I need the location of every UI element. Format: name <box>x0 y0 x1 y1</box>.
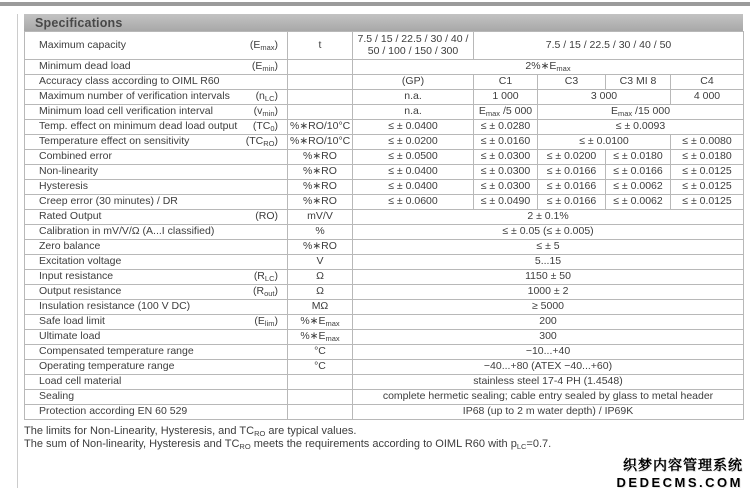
unit-cell: $\%∗E_{max}$ <box>288 330 353 345</box>
parameter-label: Maximum number of verification intervals <box>39 90 230 103</box>
value-cell: ≤ ± 0.0600 <box>353 195 474 210</box>
unit-cell <box>288 390 353 405</box>
table-row <box>25 255 744 270</box>
parameter-cell <box>25 180 288 195</box>
unit-cell <box>288 75 353 90</box>
value-cell: ≤ ± 0.0166 <box>606 165 671 180</box>
top-rule <box>0 2 750 6</box>
value-cell: ≤ ± 0.0200 <box>353 135 474 150</box>
parameter-cell <box>25 240 288 255</box>
unit-cell: Ω <box>288 270 353 285</box>
value-cell: ≤ ± 5 <box>353 240 744 255</box>
parameter-symbol: $(v_{min})$ <box>253 105 278 119</box>
unit-cell: %∗RO <box>288 180 353 195</box>
value-cell: $E_{max}$ /5 000 <box>474 105 538 120</box>
value-cell: ≤ ± 0.0160 <box>474 135 538 150</box>
parameter-cell <box>25 165 288 180</box>
value-cell: 1 000 <box>474 90 538 105</box>
value-cell: 1150 ± 50 <box>353 270 744 285</box>
parameter-cell <box>25 150 288 165</box>
unit-cell <box>288 90 353 105</box>
value-cell: ≤ ± 0.0400 <box>353 120 474 135</box>
value-cell: ≤ ± 0.0093 <box>538 120 744 135</box>
unit-cell <box>288 405 353 420</box>
value-cell: 5...15 <box>353 255 744 270</box>
table-row <box>25 225 744 240</box>
value-cell: ≤ ± 0.0100 <box>538 135 671 150</box>
value-cell: (GP) <box>353 75 474 90</box>
unit-cell <box>288 105 353 120</box>
parameter-cell <box>25 405 288 420</box>
table-row <box>25 360 744 375</box>
table-row <box>25 285 744 300</box>
specifications-table <box>24 31 744 420</box>
unit-cell: %∗RO <box>288 150 353 165</box>
parameter-label: Creep error (30 minutes) / DR <box>39 195 178 208</box>
value-cell: ≤ ± 0.0062 <box>606 180 671 195</box>
parameter-label: Operating temperature range <box>39 360 175 373</box>
table-row <box>25 390 744 405</box>
specifications-section <box>24 14 743 451</box>
unit-cell <box>288 60 353 75</box>
value-cell: ≤ ± 0.0300 <box>474 180 538 195</box>
unit-cell: mV/V <box>288 210 353 225</box>
value-cell: ≤ ± 0.0080 <box>671 135 744 150</box>
table-row <box>25 405 744 420</box>
parameter-symbol: $(n_{LC})$ <box>255 90 278 104</box>
value-cell: ≤ ± 0.0490 <box>474 195 538 210</box>
parameter-cell <box>25 270 288 285</box>
parameter-label: Minimum dead load <box>39 60 131 73</box>
value-cell: ≤ ± 0.0180 <box>606 150 671 165</box>
parameter-cell <box>25 360 288 375</box>
value-cell: n.a. <box>353 105 474 120</box>
parameter-symbol: $(E_{lim})$ <box>254 315 278 329</box>
table-row <box>25 75 744 90</box>
unit-cell: °C <box>288 360 353 375</box>
value-cell: $E_{max}$ /15 000 <box>538 105 744 120</box>
table-row <box>25 165 744 180</box>
spec-table-body <box>25 32 744 420</box>
parameter-label: Maximum capacity <box>39 38 126 51</box>
unit-cell: MΩ <box>288 300 353 315</box>
parameter-cell <box>25 225 288 240</box>
section-title: Specifications <box>35 15 123 30</box>
unit-cell: %∗RO/10°C <box>288 135 353 150</box>
parameter-label: Safe load limit <box>39 315 105 328</box>
parameter-cell <box>25 330 288 345</box>
value-cell: ≤ ± 0.05 (≤ ± 0.005) <box>353 225 744 240</box>
table-row <box>25 60 744 75</box>
table-row <box>25 32 744 60</box>
value-cell: C3 <box>538 75 606 90</box>
parameter-label: Load cell material <box>39 375 122 388</box>
value-cell: 1000 ± 2 <box>353 285 744 300</box>
unit-cell: °C <box>288 345 353 360</box>
unit-cell <box>288 375 353 390</box>
watermark-site-text: DEDECMS.COM <box>616 474 743 490</box>
page-edge-line <box>17 14 18 488</box>
watermark <box>617 457 743 491</box>
section-header <box>24 14 743 31</box>
parameter-label: Accuracy class according to OIML R60 <box>39 75 220 88</box>
unit-cell: %∗RO <box>288 165 353 180</box>
parameter-label: Ultimate load <box>39 330 101 343</box>
table-row <box>25 150 744 165</box>
unit-cell: V <box>288 255 353 270</box>
parameter-cell <box>25 390 288 405</box>
value-cell: ≤ ± 0.0280 <box>474 120 538 135</box>
value-cell: 7.5 / 15 / 22.5 / 30 / 40 / 50 / 100 / 150 / 300 <box>353 32 474 60</box>
parameter-label: Rated Output <box>39 210 102 223</box>
table-row <box>25 345 744 360</box>
parameter-label: Sealing <box>39 390 75 403</box>
value-cell: 7.5 / 15 / 22.5 / 30 / 40 / 50 <box>474 32 744 60</box>
parameter-cell <box>25 315 288 330</box>
value-cell: n.a. <box>353 90 474 105</box>
value-cell: 3 000 <box>538 90 671 105</box>
parameter-cell <box>25 255 288 270</box>
parameter-symbol: (RO) <box>255 210 278 223</box>
footnotes <box>24 425 743 451</box>
parameter-cell <box>25 195 288 210</box>
table-row <box>25 195 744 210</box>
table-row <box>25 90 744 105</box>
unit-cell: %∗RO <box>288 195 353 210</box>
value-cell: ≤ ± 0.0300 <box>474 150 538 165</box>
watermark-chinese-text: 织梦内容管理系统 <box>623 457 743 474</box>
parameter-cell <box>25 105 288 120</box>
value-cell: C1 <box>474 75 538 90</box>
parameter-symbol: $(TC_0)$ <box>252 120 278 134</box>
table-row <box>25 330 744 345</box>
table-row <box>25 180 744 195</box>
parameter-label: Non-linearity <box>39 165 98 178</box>
parameter-cell <box>25 120 288 135</box>
parameter-label: Input resistance <box>39 270 114 283</box>
value-cell: ≤ ± 0.0400 <box>353 180 474 195</box>
value-cell: ≤ ± 0.0200 <box>538 150 606 165</box>
table-row <box>25 135 744 150</box>
value-cell: $2\%∗E_{max}$ <box>353 60 744 75</box>
parameter-label: Temperature effect on sensitivity <box>39 135 190 148</box>
value-cell: 4 000 <box>671 90 744 105</box>
table-row <box>25 120 744 135</box>
value-cell: ≤ ± 0.0400 <box>353 165 474 180</box>
table-row <box>25 300 744 315</box>
value-cell: ≤ ± 0.0166 <box>538 180 606 195</box>
value-cell: C4 <box>671 75 744 90</box>
footnote-line-1: The limits for Non-Linearity, Hysteresis, and $TC_{RO}$ are typical values. <box>24 425 357 438</box>
value-cell: ≤ ± 0.0300 <box>474 165 538 180</box>
parameter-cell <box>25 135 288 150</box>
parameter-label: Hysteresis <box>39 180 89 193</box>
value-cell: ≤ ± 0.0166 <box>538 195 606 210</box>
value-cell: 2 ± 0.1% <box>353 210 744 225</box>
table-row <box>25 210 744 225</box>
unit-cell: %∗RO/10°C <box>288 120 353 135</box>
parameter-label: Calibration in mV/V/Ω (A...I classified) <box>39 225 215 238</box>
parameter-label: Combined error <box>39 150 112 163</box>
table-row <box>25 270 744 285</box>
parameter-cell <box>25 300 288 315</box>
footnote-line-2: The sum of Non-linearity, Hysteresis and $TC_{RO}$ meets the requirements according to OIML R60 with $p_{LC}=0.7$. <box>24 437 552 451</box>
table-row <box>25 105 744 120</box>
value-cell: C3 MI 8 <box>606 75 671 90</box>
value-cell: ≤ ± 0.0062 <box>606 195 671 210</box>
value-cell: ≤ ± 0.0180 <box>671 150 744 165</box>
value-cell: ≤ ± 0.0500 <box>353 150 474 165</box>
parameter-label: Minimum load cell verification interval <box>39 105 213 118</box>
unit-cell: t <box>288 32 353 60</box>
table-row <box>25 240 744 255</box>
parameter-label: Insulation resistance (100 V DC) <box>39 300 191 313</box>
value-cell: ≤ ± 0.0125 <box>671 180 744 195</box>
parameter-label: Output resistance <box>39 285 122 298</box>
value-cell: −10...+40 <box>353 345 744 360</box>
parameter-symbol: $(E_{min})$ <box>251 60 278 74</box>
table-row <box>25 375 744 390</box>
value-cell: ≤ ± 0.0125 <box>671 165 744 180</box>
parameter-symbol: $(TC_{RO})$ <box>245 135 278 149</box>
parameter-label: Zero balance <box>39 240 101 253</box>
unit-cell: $\%∗E_{max}$ <box>288 315 353 330</box>
value-cell: 200 <box>353 315 744 330</box>
parameter-cell <box>25 345 288 360</box>
value-cell: stainless steel 17-4 PH (1.4548) <box>353 375 744 390</box>
value-cell: ≤ ± 0.0125 <box>671 195 744 210</box>
value-cell: ≤ ± 0.0166 <box>538 165 606 180</box>
value-cell: 300 <box>353 330 744 345</box>
parameter-cell <box>25 75 288 90</box>
parameter-symbol: $(R_{out})$ <box>252 285 278 299</box>
value-cell: IP68 (up to 2 m water depth) / IP69K <box>353 405 744 420</box>
unit-cell: Ω <box>288 285 353 300</box>
parameter-label: Temp. effect on minimum dead load output <box>39 120 238 133</box>
parameter-cell <box>25 285 288 300</box>
value-cell: ≥ 5000 <box>353 300 744 315</box>
parameter-cell <box>25 210 288 225</box>
value-cell: complete hermetic sealing; cable entry sealed by glass to metal header <box>353 390 744 405</box>
parameter-cell <box>25 375 288 390</box>
parameter-symbol: $(R_{LC})$ <box>253 270 278 284</box>
unit-cell: % <box>288 225 353 240</box>
parameter-cell <box>25 90 288 105</box>
value-cell: −40...+80 (ATEX −40...+60) <box>353 360 744 375</box>
parameter-cell <box>25 60 288 75</box>
parameter-symbol: $(E_{max})$ <box>249 38 278 52</box>
unit-cell: %∗RO <box>288 240 353 255</box>
table-row <box>25 315 744 330</box>
parameter-label: Excitation voltage <box>39 255 122 268</box>
parameter-cell <box>25 32 288 60</box>
parameter-label: Protection according EN 60 529 <box>39 405 188 418</box>
parameter-label: Compensated temperature range <box>39 345 194 358</box>
